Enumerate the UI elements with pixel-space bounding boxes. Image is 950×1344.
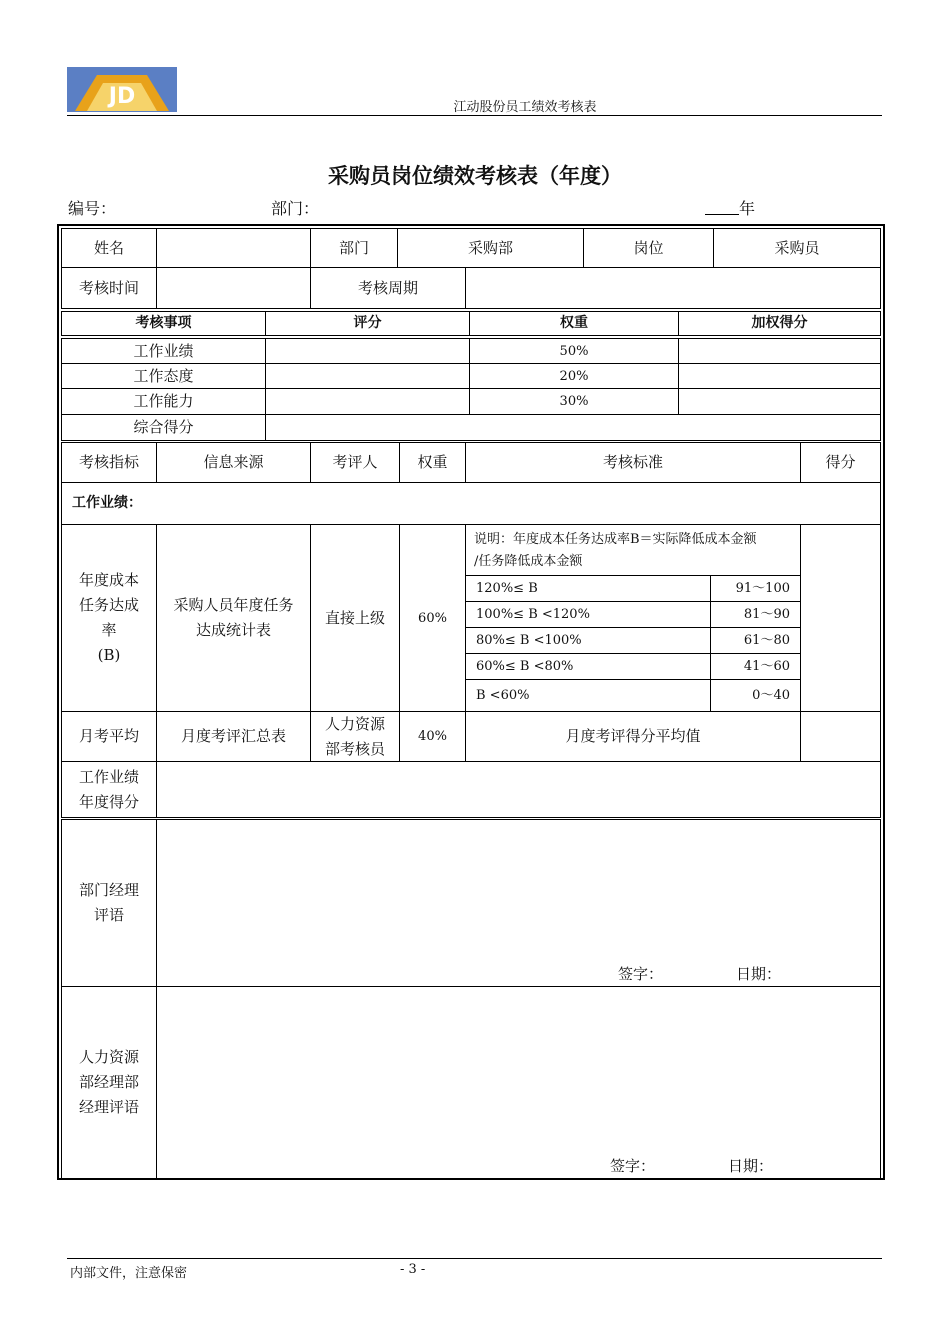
indicator-name-line: 率 (101, 621, 117, 639)
annual-score-line: 年度得分 (78, 792, 139, 811)
annual-score-field[interactable] (156, 761, 881, 818)
dept-value: 采购部 (397, 228, 584, 268)
comment-label-line: 部经理部 (78, 1073, 139, 1091)
time-field[interactable] (156, 267, 311, 309)
comment-label-line: 人力资源 (78, 1048, 139, 1066)
comment-label-line: 经理评语 (78, 1098, 139, 1116)
indicator-cost-rate-rater: 直接上级 (310, 524, 400, 712)
indicator-name-line: 年度成本 (78, 571, 139, 589)
dept-manager-comment-label (61, 819, 157, 987)
monthly-average-weight: 40% (399, 711, 466, 762)
criteria-score: 91～100 (710, 575, 801, 602)
note-line: 说明：年度成本任务达成率B＝实际降低成本金额 (474, 532, 757, 547)
comment-label-line: 评语 (93, 906, 124, 924)
number-label: 编号： (68, 199, 117, 218)
indicator-name-line: 任务达成 (78, 596, 139, 614)
source-line: 达成统计表 (195, 621, 271, 639)
summary-row-weighted-field[interactable] (678, 388, 881, 415)
annual-score-label (61, 761, 157, 818)
monthly-average-source: 月度考评汇总表 (156, 711, 311, 762)
footer-confidential: 内部文件，注意保密 (70, 1266, 188, 1281)
indicator-header-rater: 考评人 (310, 442, 400, 483)
monthly-average-score-field[interactable] (800, 711, 881, 762)
annual-score-line: 工作业绩 (78, 767, 139, 786)
name-label: 姓名 (61, 228, 157, 268)
hr-manager-comment-label (61, 986, 157, 1179)
period-field[interactable] (465, 267, 881, 309)
logo-text: JD (108, 84, 136, 109)
criteria-range: B <60% (465, 679, 711, 712)
criteria-range: 100%≤ B <120% (465, 601, 711, 628)
footer-rule (67, 1258, 882, 1259)
cost-rate-score-field[interactable] (800, 524, 881, 712)
header-sheet-name: 江动股份员工绩效考核表 (453, 100, 597, 115)
note-line: /任务降低成本金额 (474, 554, 583, 569)
indicator-name-line: (B) (97, 646, 121, 664)
cost-rate-note (465, 524, 801, 576)
summary-row-score-field[interactable] (265, 338, 470, 364)
page-number: - 3 - (400, 1262, 426, 1277)
dept-manager-sign-label: 签字： (618, 965, 664, 983)
criteria-range: 80%≤ B <100% (465, 627, 711, 654)
name-field[interactable] (156, 228, 311, 268)
summary-row-weight: 20% (469, 363, 679, 389)
dept-label: 部门 (310, 228, 398, 268)
criteria-score: 61～80 (710, 627, 801, 654)
company-logo (67, 67, 177, 112)
summary-row-score-field[interactable] (265, 363, 470, 389)
section-performance-label: 工作业绩： (61, 482, 881, 525)
rater-line: 人力资源 (324, 714, 385, 733)
summary-header-score: 评分 (265, 311, 470, 336)
indicator-header-source: 信息来源 (156, 442, 311, 483)
indicator-header-name: 考核指标 (61, 442, 157, 483)
summary-header-weight: 权重 (469, 311, 679, 336)
indicator-header-standard: 考核标准 (465, 442, 801, 483)
indicator-cost-rate-weight: 60% (399, 524, 466, 712)
year-blank-line (705, 214, 739, 215)
hr-manager-date-label: 日期： (728, 1157, 774, 1175)
summary-row-item: 工作业绩 (61, 338, 266, 364)
source-line: 采购人员年度任务 (173, 596, 294, 614)
comment-label-line: 部门经理 (78, 881, 139, 899)
criteria-score: 41～60 (710, 653, 801, 680)
monthly-average-rater (310, 711, 400, 762)
period-label: 考核周期 (310, 267, 466, 309)
criteria-score: 81～90 (710, 601, 801, 628)
hr-manager-sign-label: 签字： (610, 1157, 656, 1175)
total-score-label: 综合得分 (61, 414, 266, 441)
summary-row-weight: 30% (469, 388, 679, 415)
total-score-field[interactable] (265, 414, 881, 441)
summary-header-weighted: 加权得分 (678, 311, 881, 336)
dept-manager-date-label: 日期： (736, 965, 782, 983)
summary-row-score-field[interactable] (265, 388, 470, 415)
summary-row-weight: 50% (469, 338, 679, 364)
summary-header-item: 考核事项 (61, 311, 266, 336)
indicator-cost-rate-name (61, 524, 157, 712)
page-title: 采购员岗位绩效考核表（年度） (328, 164, 622, 188)
criteria-range: 120%≤ B (465, 575, 711, 602)
indicator-cost-rate-source (156, 524, 311, 712)
year-label: 年 (739, 199, 756, 218)
rater-line: 部考核员 (324, 739, 385, 758)
criteria-score: 0～40 (710, 679, 801, 712)
summary-row-weighted-field[interactable] (678, 338, 881, 364)
header-rule (67, 115, 882, 116)
post-value: 采购员 (713, 228, 881, 268)
summary-row-weighted-field[interactable] (678, 363, 881, 389)
dept-meta-label: 部门： (271, 199, 320, 218)
summary-row-item: 工作态度 (61, 363, 266, 389)
monthly-average-standard: 月度考评得分平均值 (465, 711, 801, 762)
time-label: 考核时间 (61, 267, 157, 309)
monthly-average-name: 月考平均 (61, 711, 157, 762)
criteria-range: 60%≤ B <80% (465, 653, 711, 680)
hr-manager-comment-field[interactable] (156, 986, 881, 1179)
post-label: 岗位 (583, 228, 714, 268)
indicator-header-score: 得分 (800, 442, 881, 483)
dept-manager-comment-field[interactable] (156, 819, 881, 987)
indicator-header-weight: 权重 (399, 442, 466, 483)
summary-row-item: 工作能力 (61, 388, 266, 415)
